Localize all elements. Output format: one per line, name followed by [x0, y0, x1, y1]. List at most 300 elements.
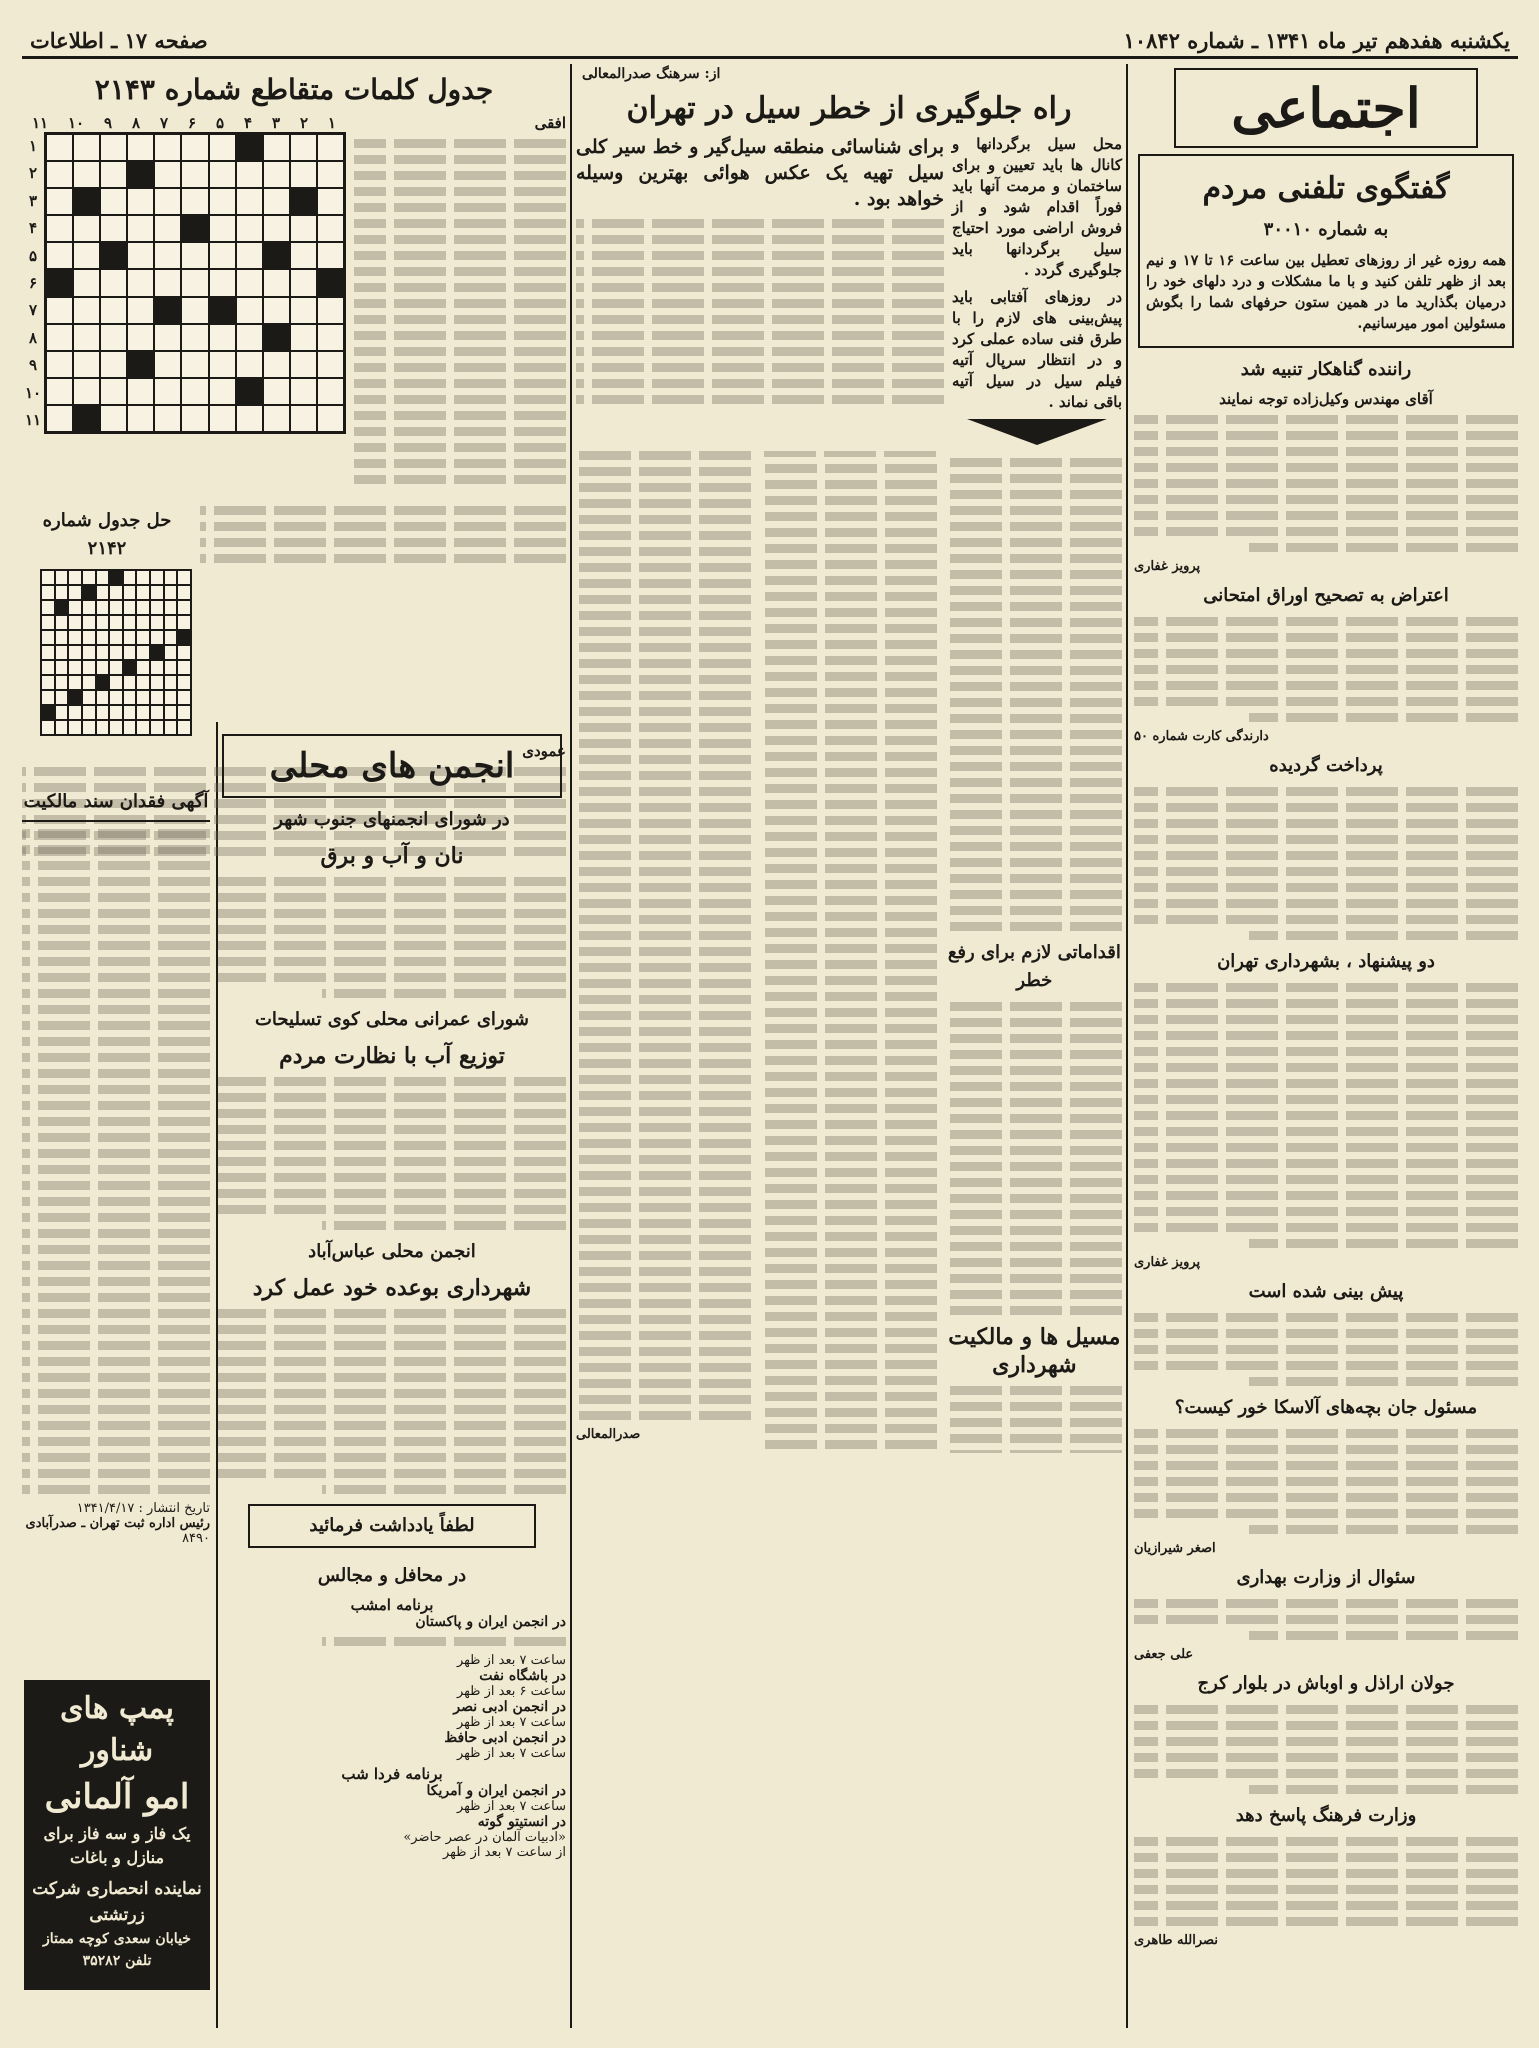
- solution-cell: [109, 630, 123, 645]
- solution-cell: [96, 705, 110, 720]
- crossword-cell[interactable]: [290, 297, 317, 324]
- solution-cell: [41, 570, 55, 585]
- column-number: ۱: [327, 114, 336, 132]
- solution-cell: [82, 675, 96, 690]
- column-number: ۴: [243, 114, 253, 132]
- solution-cell: [82, 705, 96, 720]
- crossword-cell[interactable]: [181, 269, 208, 296]
- article-author: از: سرهنگ صدرالمعالی: [582, 66, 721, 82]
- crossword-cell[interactable]: [263, 297, 290, 324]
- crossword-cell[interactable]: [209, 324, 236, 351]
- solution-cell: [68, 570, 82, 585]
- tomorrow-title: برنامه فردا شب: [341, 1765, 443, 1783]
- councils-banner-title: انجمن های محلی: [269, 746, 515, 786]
- solution-cell: [82, 600, 96, 615]
- crossword-cell[interactable]: [127, 215, 154, 242]
- solution-cell: [164, 690, 178, 705]
- solution-cell: [150, 600, 164, 615]
- crossword-cell[interactable]: [100, 242, 127, 269]
- event-subtitle: «ادبیات آلمان در عصر حاضر»: [403, 1830, 566, 1845]
- crossword-cell[interactable]: [209, 405, 236, 432]
- solution-cell: [41, 615, 55, 630]
- article-title: راننده گناهکار تنبیه شد: [1240, 359, 1412, 380]
- solution-cell: [96, 585, 110, 600]
- column-number: ۶: [188, 114, 197, 132]
- crossword-cell[interactable]: [290, 269, 317, 296]
- solution-cell: [164, 660, 178, 675]
- crossword-cell[interactable]: [154, 351, 181, 378]
- crossword-cell[interactable]: [290, 351, 317, 378]
- solution-box: [22, 499, 192, 736]
- solution-cell: [164, 630, 178, 645]
- council-title: انجمن محلی عباس‌آباد: [308, 1241, 476, 1262]
- crossword-cell[interactable]: [263, 188, 290, 215]
- solution-cell: [41, 645, 55, 660]
- solution-cell: [96, 660, 110, 675]
- crossword-cell[interactable]: [100, 188, 127, 215]
- solution-cell: [136, 675, 150, 690]
- solution-cell: [82, 630, 96, 645]
- lost-deed-signer: رئیس اداره ثبت تهران ـ صدرآبادی: [25, 1516, 210, 1531]
- article-title: پیش بینی شده است: [1248, 1281, 1404, 1302]
- solution-cell: [177, 585, 191, 600]
- article-title: وزارت فرهنگ پاسخ دهد: [1235, 1805, 1417, 1826]
- solution-cell: [109, 705, 123, 720]
- crossword-cell[interactable]: [73, 269, 100, 296]
- flood-article: [576, 64, 1122, 2028]
- article-title: مسئول جان بچه‌های آلاسکا خور کیست؟: [1174, 1397, 1478, 1418]
- crossword-cell[interactable]: [317, 378, 344, 405]
- solution-cell: [164, 570, 178, 585]
- crossword-cell[interactable]: [236, 161, 263, 188]
- crossword-cell[interactable]: [290, 378, 317, 405]
- solution-cell: [68, 600, 82, 615]
- solution-cell: [109, 600, 123, 615]
- solution-cell: [136, 630, 150, 645]
- social-column: [1134, 64, 1518, 2028]
- solution-cell: [96, 600, 110, 615]
- crossword-cell[interactable]: [46, 161, 73, 188]
- crossword-cell[interactable]: [209, 215, 236, 242]
- crossword-cell[interactable]: [209, 351, 236, 378]
- solution-cell: [150, 705, 164, 720]
- crossword-cell[interactable]: [127, 297, 154, 324]
- signature: پرویز غفاری: [1134, 559, 1201, 574]
- crossword-cell[interactable]: [154, 161, 181, 188]
- crossword-cell[interactable]: [127, 378, 154, 405]
- event-time: ساعت ۶ بعد از ظهر: [456, 1684, 566, 1699]
- row-number: ۷: [28, 301, 38, 320]
- crossword-cell[interactable]: [154, 215, 181, 242]
- crossword-cell[interactable]: [317, 297, 344, 324]
- crossword-cell[interactable]: [73, 134, 100, 161]
- crossword-cell[interactable]: [154, 405, 181, 432]
- solution-cell: [82, 585, 96, 600]
- crossword-cell[interactable]: [46, 242, 73, 269]
- column-number: ۲: [299, 114, 308, 132]
- crossword-cell[interactable]: [317, 324, 344, 351]
- crossword-cell[interactable]: [100, 405, 127, 432]
- council-subtitle: شهرداری بوعده خود عمل کرد: [252, 1275, 532, 1301]
- crossword-cell[interactable]: [209, 134, 236, 161]
- solution-cell: [150, 690, 164, 705]
- tonight-title: برنامه امشب: [350, 1596, 434, 1614]
- solution-grid: [40, 569, 192, 736]
- crossword-cell[interactable]: [290, 161, 317, 188]
- crossword-grid[interactable]: [44, 132, 346, 434]
- crossword-cell[interactable]: [181, 215, 208, 242]
- ad-line: امو آلمانی: [44, 1777, 190, 1817]
- solution-cell: [109, 570, 123, 585]
- crossword-cell[interactable]: [263, 215, 290, 242]
- header-page-info: صفحه ۱۷ ـ اطلاعات: [30, 28, 208, 53]
- crossword-cell[interactable]: [127, 188, 154, 215]
- crossword-cell[interactable]: [290, 215, 317, 242]
- header-issue-info: یکشنبه هفدهم تیر ماه ۱۳۴۱ ـ شماره ۱۰۸۴۲: [1123, 28, 1510, 53]
- crossword-cell[interactable]: [154, 242, 181, 269]
- column-number: ۱۱: [31, 114, 49, 132]
- crossword-cell[interactable]: [100, 269, 127, 296]
- phone-box: [1138, 154, 1514, 348]
- crossword-cell[interactable]: [209, 161, 236, 188]
- solution-cell: [150, 570, 164, 585]
- crossword-cell[interactable]: [154, 378, 181, 405]
- crossword-cell[interactable]: [73, 242, 100, 269]
- ad-line: نماینده انحصاری شرکت زرتشتی: [32, 1879, 202, 1925]
- crossword-cell[interactable]: [317, 161, 344, 188]
- crossword-cell[interactable]: [263, 134, 290, 161]
- article-title: جولان اراذل و اوباش در بلوار کرج: [1197, 1673, 1455, 1694]
- crossword-cell[interactable]: [154, 188, 181, 215]
- crossword-cell[interactable]: [317, 215, 344, 242]
- solution-cell: [96, 615, 110, 630]
- solution-cell: [177, 600, 191, 615]
- column-rule: [570, 64, 572, 2028]
- crossword-cell[interactable]: [317, 405, 344, 432]
- crossword-cell[interactable]: [236, 188, 263, 215]
- event-title: در انجمن ایران و آمریکا: [426, 1783, 566, 1799]
- crossword-cell[interactable]: [73, 405, 100, 432]
- crossword-cell[interactable]: [181, 161, 208, 188]
- solution-cell: [150, 645, 164, 660]
- solution-cell: [136, 705, 150, 720]
- solution-cell: [136, 645, 150, 660]
- solution-cell: [55, 690, 69, 705]
- event-title: در انستیتو گوته: [477, 1814, 566, 1830]
- crossword-cell[interactable]: [290, 188, 317, 215]
- crossword-title: جدول کلمات متقاطع شماره ۲۱۴۳: [94, 73, 494, 106]
- signature: نصرالله طاهری: [1134, 1933, 1218, 1948]
- crossword-cell[interactable]: [263, 378, 290, 405]
- column-number: ۷: [160, 114, 169, 132]
- arrow-graphic: [967, 419, 1107, 445]
- crossword-cell[interactable]: [46, 351, 73, 378]
- solution-cell: [96, 645, 110, 660]
- crossword-cell[interactable]: [263, 324, 290, 351]
- solution-cell: [164, 615, 178, 630]
- solution-cell: [150, 675, 164, 690]
- crossword-cell[interactable]: [73, 378, 100, 405]
- flood-signoff: صدرالمعالی: [576, 1427, 641, 1442]
- crossword-cell[interactable]: [46, 297, 73, 324]
- across-label: افقی: [534, 114, 566, 132]
- crossword-section: [22, 64, 566, 760]
- solution-cell: [82, 570, 96, 585]
- crossword-cell[interactable]: [100, 297, 127, 324]
- crossword-cell[interactable]: [181, 188, 208, 215]
- crossword-cell[interactable]: [154, 297, 181, 324]
- event-time: از ساعت ۷ بعد از ظهر: [442, 1845, 566, 1860]
- crossword-cell[interactable]: [154, 269, 181, 296]
- crossword-cell[interactable]: [263, 269, 290, 296]
- solution-cell: [109, 660, 123, 675]
- solution-cell: [123, 645, 137, 660]
- solution-cell: [109, 675, 123, 690]
- crossword-cell[interactable]: [46, 324, 73, 351]
- row-number: ۳: [28, 191, 38, 210]
- solution-cell: [150, 585, 164, 600]
- event-time: ساعت ۷ بعد از ظهر: [456, 1653, 566, 1668]
- crossword-cell[interactable]: [290, 242, 317, 269]
- solution-cell: [136, 660, 150, 675]
- solution-cell: [136, 690, 150, 705]
- solution-cell: [68, 630, 82, 645]
- solution-cell: [55, 675, 69, 690]
- row-number: ۴: [28, 219, 38, 238]
- social-section-banner: [1174, 68, 1478, 148]
- row-number: ۱۱: [24, 411, 42, 430]
- solution-cell: [123, 585, 137, 600]
- event-title: در انجمن ایران و پاکستان: [415, 1614, 566, 1630]
- solution-cell: [109, 585, 123, 600]
- crossword-cell[interactable]: [127, 134, 154, 161]
- row-number: ۹: [28, 356, 38, 375]
- crossword-cell[interactable]: [46, 378, 73, 405]
- solution-cell: [177, 705, 191, 720]
- solution-cell: [123, 690, 137, 705]
- article-title: دو پیشنهاد ، بشهرداری تهران: [1217, 951, 1435, 972]
- flood-bullet: در روزهای آفتابی باید پیش‌بینی های لازم را با طرق فنی ساده عملی کرد و در انتظار سرپال آتیه فیلم سیل در سیل آتیه باقی نماند .: [952, 288, 1122, 411]
- article-title: پرداخت گردیده: [1269, 755, 1383, 776]
- solution-cell: [96, 675, 110, 690]
- crossword-cell[interactable]: [290, 405, 317, 432]
- solution-cell: [164, 585, 178, 600]
- solution-cell: [68, 690, 82, 705]
- solution-cell: [68, 585, 82, 600]
- solution-cell: [41, 690, 55, 705]
- solution-cell: [123, 615, 137, 630]
- crossword-cell[interactable]: [127, 405, 154, 432]
- solution-cell: [136, 600, 150, 615]
- crossword-cell[interactable]: [100, 161, 127, 188]
- flood-headline: راه جلوگیری از خطر سیل در تهران: [626, 91, 1072, 126]
- row-number: ۵: [28, 246, 38, 265]
- event-time: ساعت ۷ بعد از ظهر: [456, 1799, 566, 1814]
- solution-cell: [136, 570, 150, 585]
- crossword-cell[interactable]: [181, 324, 208, 351]
- solution-cell: [150, 660, 164, 675]
- crossword-cell[interactable]: [46, 188, 73, 215]
- crossword-cell[interactable]: [263, 161, 290, 188]
- crossword-cell[interactable]: [236, 215, 263, 242]
- solution-cell: [68, 660, 82, 675]
- solution-cell: [55, 570, 69, 585]
- crossword-cell[interactable]: [263, 405, 290, 432]
- crossword-cell[interactable]: [209, 269, 236, 296]
- solution-cell: [123, 705, 137, 720]
- phone-intro: همه روزه غیر از روزهای تعطیل بین ساعت ۱۶ تا ۱۷ و نیم بعد از ظهر تلفن کنید و با ما مشکلات و درد دلهای خود را درمیان بگذارید ما در همین ستون حرفهای شما را بگوش مسئولین امور میرسانیم.: [1146, 252, 1506, 332]
- phone-heading: گفتگوی تلفنی مردم: [1202, 171, 1450, 206]
- ad-line: خیابان سعدی کوچه ممتاز تلفن ۳۵۲۸۲: [43, 1931, 191, 1969]
- crossword-cell[interactable]: [73, 161, 100, 188]
- crossword-cell[interactable]: [127, 269, 154, 296]
- crossword-cell[interactable]: [236, 378, 263, 405]
- solution-cell: [41, 585, 55, 600]
- crossword-cell[interactable]: [209, 378, 236, 405]
- column-number: ۸: [132, 114, 141, 132]
- crossword-cell[interactable]: [263, 242, 290, 269]
- crossword-cell[interactable]: [317, 188, 344, 215]
- crossword-cell[interactable]: [181, 297, 208, 324]
- crossword-cell[interactable]: [154, 134, 181, 161]
- solution-cell: [55, 630, 69, 645]
- solution-cell: [55, 600, 69, 615]
- councils-banner: [222, 734, 562, 798]
- councils-section: [218, 730, 566, 1860]
- crossword-cell[interactable]: [181, 351, 208, 378]
- flood-bullets: [952, 134, 1122, 451]
- gatherings: [218, 1554, 566, 1860]
- solution-cell: [82, 660, 96, 675]
- solution-cell: [68, 615, 82, 630]
- crossword-cell[interactable]: [209, 188, 236, 215]
- crossword-cell[interactable]: [100, 378, 127, 405]
- crossword-cell[interactable]: [127, 351, 154, 378]
- crossword-cell[interactable]: [236, 297, 263, 324]
- event-title: در انجمن ادبی نصر: [453, 1699, 566, 1715]
- solution-cell: [177, 645, 191, 660]
- crossword-cell[interactable]: [181, 378, 208, 405]
- flood-deck: برای شناسائی منطقه سیل‌گیر و خط سیر کلی سیل تهیه یک عکس هوائی بهترین وسیله خواهد بود .: [576, 136, 944, 210]
- column-rule: [1126, 64, 1128, 2028]
- council-subtitle: نان و آب و برق: [320, 843, 464, 869]
- crossword-clues: [354, 114, 566, 491]
- article-subtitle: آقای مهندس وکیل‌زاده توجه نمایند: [1219, 390, 1433, 408]
- solution-cell: [109, 690, 123, 705]
- crossword-cell[interactable]: [127, 161, 154, 188]
- gatherings-title: در محافل و مجالس: [317, 1565, 467, 1586]
- crossword-cell[interactable]: [209, 242, 236, 269]
- crossword-grid-wrap: [22, 114, 346, 491]
- crossword-cell[interactable]: [73, 188, 100, 215]
- solution-cell: [55, 615, 69, 630]
- row-numbers: [22, 132, 44, 434]
- solution-cell: [68, 645, 82, 660]
- crossword-cell[interactable]: [181, 134, 208, 161]
- card-number: دارندگی کارت شماره ۵۰: [1134, 729, 1269, 744]
- solution-cell: [109, 615, 123, 630]
- crossword-cell[interactable]: [46, 405, 73, 432]
- crossword-cell[interactable]: [236, 324, 263, 351]
- column-numbers: [22, 114, 346, 132]
- crossword-cell[interactable]: [236, 351, 263, 378]
- crossword-cell[interactable]: [100, 324, 127, 351]
- crossword-cell[interactable]: [73, 351, 100, 378]
- lower-left: [22, 730, 566, 2020]
- notice-title: لطفاً یادداشت فرمائید: [309, 1515, 475, 1536]
- solution-cell: [55, 705, 69, 720]
- phone-number-line: به شماره ۳۰۰۱۰: [1263, 219, 1389, 240]
- flood-subhead: مسیل ها و مالکیت شهرداری: [948, 1324, 1121, 1378]
- crossword-cell[interactable]: [100, 351, 127, 378]
- row-number: ۲: [28, 164, 38, 183]
- solution-cell: [123, 630, 137, 645]
- event-time: ساعت ۷ بعد از ظهر: [456, 1715, 566, 1730]
- solution-cell: [82, 645, 96, 660]
- crossword-cell[interactable]: [73, 324, 100, 351]
- crossword-cell[interactable]: [73, 297, 100, 324]
- crossword-cell[interactable]: [290, 324, 317, 351]
- solution-cell: [96, 690, 110, 705]
- solution-cell: [136, 585, 150, 600]
- crossword-cell[interactable]: [317, 134, 344, 161]
- solution-cell: [177, 570, 191, 585]
- newspaper-page: [22, 22, 1518, 2028]
- event-title: در انجمن ادبی حافظ: [444, 1730, 566, 1746]
- crossword-cell[interactable]: [236, 405, 263, 432]
- crossword-cell[interactable]: [236, 242, 263, 269]
- solution-cell: [164, 705, 178, 720]
- council-subtitle: توزیع آب با نظارت مردم: [279, 1043, 505, 1069]
- solution-cell: [55, 645, 69, 660]
- ad-line: یک فاز و سه فاز برای منازل و باغات: [43, 1824, 191, 1867]
- solution-cell: [164, 600, 178, 615]
- crossword-cell[interactable]: [181, 242, 208, 269]
- solution-cell: [41, 705, 55, 720]
- crossword-cell[interactable]: [154, 324, 181, 351]
- solution-cell: [41, 600, 55, 615]
- solution-cell: [164, 675, 178, 690]
- column-number: ۱۰: [68, 114, 85, 132]
- crossword-cell[interactable]: [236, 134, 263, 161]
- notice-box: [248, 1504, 536, 1548]
- crossword-cell[interactable]: [100, 215, 127, 242]
- solution-cell: [109, 645, 123, 660]
- solution-cell: [150, 630, 164, 645]
- crossword-cell[interactable]: [263, 351, 290, 378]
- crossword-cell[interactable]: [317, 351, 344, 378]
- crossword-cell[interactable]: [317, 242, 344, 269]
- crossword-cell[interactable]: [209, 297, 236, 324]
- crossword-cell[interactable]: [127, 242, 154, 269]
- solution-cell: [41, 630, 55, 645]
- crossword-cell[interactable]: [290, 134, 317, 161]
- crossword-cell[interactable]: [46, 269, 73, 296]
- column-number: ۹: [104, 114, 113, 132]
- crossword-cell[interactable]: [181, 405, 208, 432]
- crossword-cell[interactable]: [73, 215, 100, 242]
- pump-advertisement: [24, 1680, 210, 1990]
- crossword-cell[interactable]: [100, 134, 127, 161]
- crossword-cell[interactable]: [46, 134, 73, 161]
- crossword-cell[interactable]: [46, 215, 73, 242]
- solution-cell: [96, 630, 110, 645]
- signature: پرویز غفاری: [1134, 1255, 1201, 1270]
- crossword-cell[interactable]: [236, 269, 263, 296]
- council-title: شورای عمرانی محلی کوی تسلیحات: [254, 1009, 529, 1030]
- crossword-cell[interactable]: [127, 324, 154, 351]
- crossword-cell[interactable]: [317, 269, 344, 296]
